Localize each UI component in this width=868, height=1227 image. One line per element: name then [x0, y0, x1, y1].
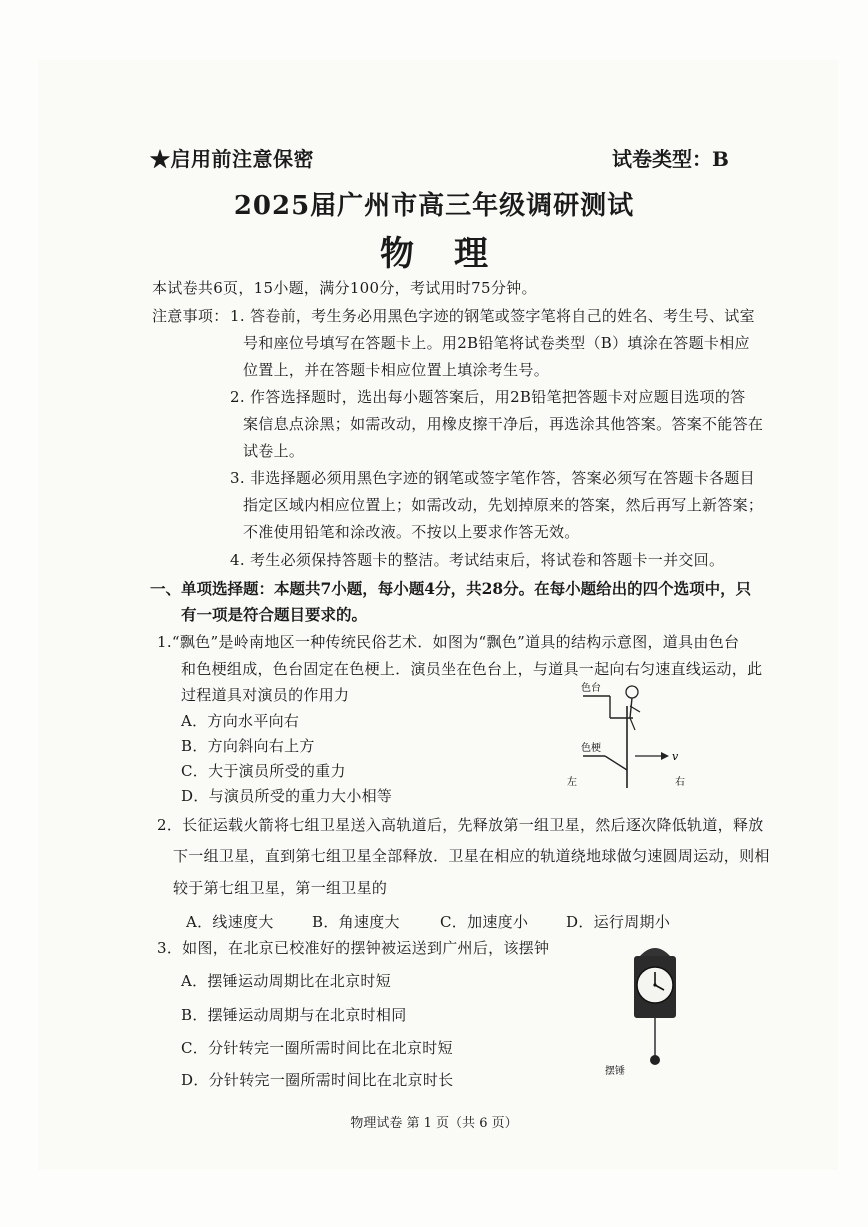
note-line: 案信息点涂黑；如需改动，用橡皮擦干净后，再选涂其他答案。答案不能答在 [243, 415, 764, 433]
subject-title: 物理 [380, 234, 528, 274]
q1-stem: 和色梗组成，色台固定在色梗上．演员坐在色台上，与道具一起向右匀速直线运动，此 [181, 660, 763, 678]
q1-stem: 过程道具对演员的作用力 [181, 686, 350, 704]
section-heading-cont: 有一项是符合题目要求的。 [181, 605, 368, 624]
label-velocity: v [672, 750, 679, 763]
note-line: 1. 答卷前，考生务必用黑色字迹的钢笔或签字笔将自己的姓名、考生号、试室 [230, 307, 755, 325]
note-line: 试卷上。 [243, 442, 305, 460]
notes-label: 注意事项： [152, 307, 229, 325]
note-line: 指定区域内相应位置上；如需改动，先划掉原来的答案，然后再写上新答案； [243, 496, 764, 514]
note-line: 位置上，并在答题卡相应位置上填涂考生号。 [243, 361, 550, 379]
intro-text: 本试卷共6页，15小题，满分100分，考试用时75分钟。 [152, 279, 537, 297]
note-line: 不准使用铅笔和涂改液。不按以上要求作答无效。 [243, 523, 580, 541]
note-line: 号和座位号填写在答题卡上。用2B铅笔将试卷类型（B）填涂在答题卡相应 [243, 334, 750, 352]
label-left: 左 [567, 777, 577, 788]
exam-title: 2025届广州市高三年级调研测试 [233, 191, 635, 221]
q2-option-d: D．运行周期小 [566, 913, 671, 931]
q2-option-c: C．加速度小 [440, 913, 529, 931]
q3-option-a: A．摆锤运动周期比在北京时短 [181, 972, 392, 990]
paper-type: 试卷类型：B [612, 147, 729, 171]
q2-stem: 下一组卫星，直到第七组卫星全部释放．卫星在相应的轨道绕地球做匀速圆周运动，则相 [173, 847, 770, 865]
label-bob: 摆锤 [605, 1066, 625, 1077]
section-heading: 一、单项选择题：本题共7小题，每小题4分，共28分。在每小题给出的四个选项中，只 [150, 579, 752, 598]
q1-option-d: D．与演员所受的重力大小相等 [181, 787, 393, 805]
label-pole: 色梗 [581, 743, 601, 754]
confidential-notice: ★启用前注意保密 [150, 147, 314, 171]
q3-stem: 3．如图，在北京已校准好的摆钟被运送到广州后，该摆钟 [157, 939, 550, 957]
note-line: 4. 考生必须保持答题卡的整洁。考试结束后，将试卷和答题卡一并交回。 [230, 551, 725, 569]
q2-stem: 较于第七组卫星，第一组卫星的 [173, 879, 388, 897]
q3-option-c: C．分针转完一圈所需时间比在北京时短 [181, 1039, 453, 1057]
q1-stem: 1.“飘色”是岭南地区一种传统民俗艺术．如图为“飘色”道具的结构示意图，道具由色台 [157, 633, 740, 651]
q3-option-d: D．分针转完一圈所需时间比在北京时长 [181, 1071, 454, 1089]
q1-option-a: A．方向水平向右 [181, 712, 300, 730]
q3-option-b: B．摆锤运动周期与在北京时相同 [181, 1006, 407, 1024]
q1-option-c: C．大于演员所受的重力 [181, 762, 346, 780]
page-footer: 物理试卷 第 1 页（共 6 页） [350, 1116, 518, 1131]
note-line: 3. 非选择题必须用黑色字迹的钢笔或签字笔作答，答案必须写在答题卡各题目 [230, 469, 755, 487]
note-line: 2. 作答选择题时，选出每小题答案后，用2B铅笔把答题卡对应题目选项的答 [230, 388, 746, 406]
q2-stem: 2．长征运载火箭将七组卫星送入高轨道后，先释放第一组卫星，然后逐次降低轨道，释放 [157, 816, 764, 834]
q1-option-b: B．方向斜向右上方 [181, 737, 315, 755]
label-platform: 色台 [581, 683, 601, 694]
q1-figure [555, 678, 700, 793]
q2-option-a: A．线速度大 [186, 913, 274, 931]
q2-option-b: B．角速度大 [312, 913, 400, 931]
pendulum-clock-figure [600, 938, 710, 1088]
label-right: 右 [675, 777, 685, 788]
